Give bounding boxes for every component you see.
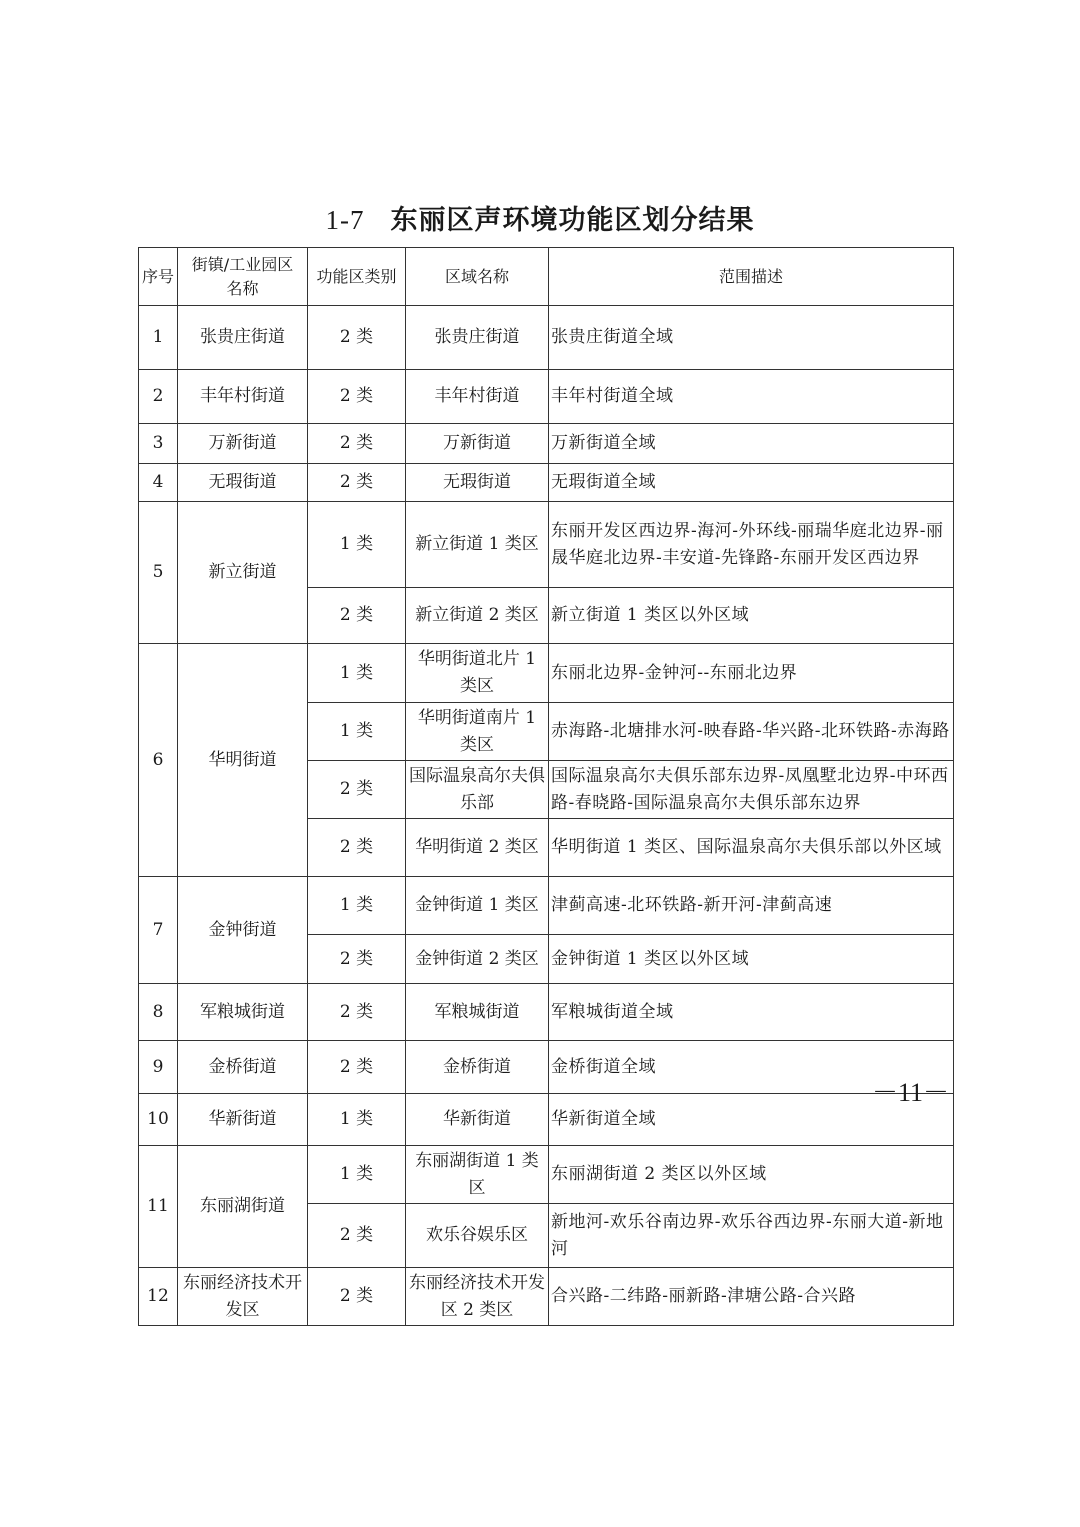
row-street: 无瑕街道 [178, 464, 308, 502]
table-row [139, 1146, 954, 1204]
row-street: 华新街道 [178, 1094, 308, 1146]
table-row [139, 984, 954, 1041]
row-seq: 11 [139, 1146, 178, 1268]
row-area: 无瑕街道 [406, 464, 549, 502]
row-range: 东丽开发区西边界-海河-外环线-丽瑞华庭北边界-丽晟华庭北边界-丰安道-先锋路-东丽开发区西边界 [549, 502, 954, 588]
table-title: 东丽区声环境功能区划分结果 [390, 205, 755, 236]
row-area: 新立街道 2 类区 [406, 588, 549, 644]
row-area: 金钟街道 1 类区 [406, 877, 549, 935]
row-range: 国际温泉高尔夫俱乐部东边界-凤凰墅北边界-中环西路-春晓路-国际温泉高尔夫俱乐部东边界 [549, 761, 954, 819]
row-street: 华明街道 [178, 644, 308, 877]
row-category: 2 类 [308, 819, 406, 877]
table-row [139, 370, 954, 424]
row-seq: 2 [139, 370, 178, 424]
row-category: 2 类 [308, 761, 406, 819]
row-seq: 8 [139, 984, 178, 1041]
row-category: 1 类 [308, 502, 406, 588]
row-street: 金钟街道 [178, 877, 308, 984]
row-seq: 12 [139, 1268, 178, 1326]
row-street: 丰年村街道 [178, 370, 308, 424]
row-range: 东丽湖街道 2 类区以外区域 [549, 1146, 954, 1204]
row-range: 军粮城街道全域 [549, 984, 954, 1041]
row-area: 金钟街道 2 类区 [406, 935, 549, 984]
header-street-line2: 名称 [226, 278, 259, 298]
row-range: 津蓟高速-北环铁路-新开河-津蓟高速 [549, 877, 954, 935]
row-range: 无瑕街道全域 [549, 464, 954, 502]
row-category: 1 类 [308, 1094, 406, 1146]
row-street: 新立街道 [178, 502, 308, 644]
row-category: 2 类 [308, 370, 406, 424]
row-area: 东丽湖街道 1 类区 [406, 1146, 549, 1204]
row-range: 新立街道 1 类区以外区域 [549, 588, 954, 644]
table-row [139, 464, 954, 502]
row-area: 华新街道 [406, 1094, 549, 1146]
header-range: 范围描述 [549, 248, 954, 306]
row-category: 2 类 [308, 588, 406, 644]
row-category: 2 类 [308, 464, 406, 502]
row-category: 1 类 [308, 644, 406, 703]
row-category: 1 类 [308, 1146, 406, 1204]
header-street [178, 248, 308, 306]
header-street-line1: 街镇/工业园区 [191, 254, 294, 274]
row-area: 华明街道 2 类区 [406, 819, 549, 877]
row-range: 赤海路-北塘排水河-映春路-华兴路-北环铁路-赤海路 [549, 703, 954, 761]
row-category: 2 类 [308, 935, 406, 984]
row-range: 华明街道 1 类区、国际温泉高尔夫俱乐部以外区域 [549, 819, 954, 877]
row-area: 军粮城街道 [406, 984, 549, 1041]
table-number: 1-7 [325, 205, 365, 235]
table-row [139, 306, 954, 370]
header-seq: 序号 [139, 248, 178, 306]
row-range: 金钟街道 1 类区以外区域 [549, 935, 954, 984]
row-area: 国际温泉高尔夫俱乐部 [406, 761, 549, 819]
row-street: 东丽湖街道 [178, 1146, 308, 1268]
zoning-table [138, 247, 954, 1326]
row-area: 新立街道 1 类区 [406, 502, 549, 588]
table-row [139, 877, 954, 935]
row-seq: 3 [139, 424, 178, 464]
row-category: 2 类 [308, 306, 406, 370]
row-seq: 7 [139, 877, 178, 984]
header-area: 区域名称 [406, 248, 549, 306]
row-range: 张贵庄街道全域 [549, 306, 954, 370]
table-row [139, 1041, 954, 1094]
row-area: 丰年村街道 [406, 370, 549, 424]
row-range: 东丽北边界-金钟河--东丽北边界 [549, 644, 954, 703]
page-title [0, 198, 1080, 237]
row-range: 合兴路-二纬路-丽新路-津塘公路-合兴路 [549, 1268, 954, 1326]
row-seq: 1 [139, 306, 178, 370]
row-category: 2 类 [308, 424, 406, 464]
row-street: 万新街道 [178, 424, 308, 464]
row-area: 华明街道北片 1 类区 [406, 644, 549, 703]
row-street: 军粮城街道 [178, 984, 308, 1041]
row-street: 张贵庄街道 [178, 306, 308, 370]
table-row [139, 502, 954, 588]
row-seq: 4 [139, 464, 178, 502]
row-range: 新地河-欢乐谷南边界-欢乐谷西边界-东丽大道-新地河 [549, 1204, 954, 1268]
page-number: －11－ [872, 1078, 950, 1107]
row-range: 丰年村街道全域 [549, 370, 954, 424]
row-area: 华明街道南片 1 类区 [406, 703, 549, 761]
row-area: 东丽经济技术开发区 2 类区 [406, 1268, 549, 1326]
row-category: 2 类 [308, 1041, 406, 1094]
row-area: 欢乐谷娱乐区 [406, 1204, 549, 1268]
row-category: 2 类 [308, 1204, 406, 1268]
row-range: 华新街道全域 [549, 1094, 954, 1146]
row-category: 1 类 [308, 877, 406, 935]
row-area: 张贵庄街道 [406, 306, 549, 370]
table-row [139, 644, 954, 703]
row-area: 金桥街道 [406, 1041, 549, 1094]
row-seq: 5 [139, 502, 178, 644]
row-area: 万新街道 [406, 424, 549, 464]
row-seq: 10 [139, 1094, 178, 1146]
row-category: 1 类 [308, 703, 406, 761]
table-row [139, 1094, 954, 1146]
header-row [139, 248, 954, 306]
row-seq: 9 [139, 1041, 178, 1094]
table-row [139, 1268, 954, 1326]
row-street: 东丽经济技术开发区 [178, 1268, 308, 1326]
row-range: 金桥街道全域 [549, 1041, 954, 1094]
row-seq: 6 [139, 644, 178, 877]
table-row [139, 424, 954, 464]
row-category: 2 类 [308, 984, 406, 1041]
row-category: 2 类 [308, 1268, 406, 1326]
header-category: 功能区类别 [308, 248, 406, 306]
row-range: 万新街道全域 [549, 424, 954, 464]
row-street: 金桥街道 [178, 1041, 308, 1094]
